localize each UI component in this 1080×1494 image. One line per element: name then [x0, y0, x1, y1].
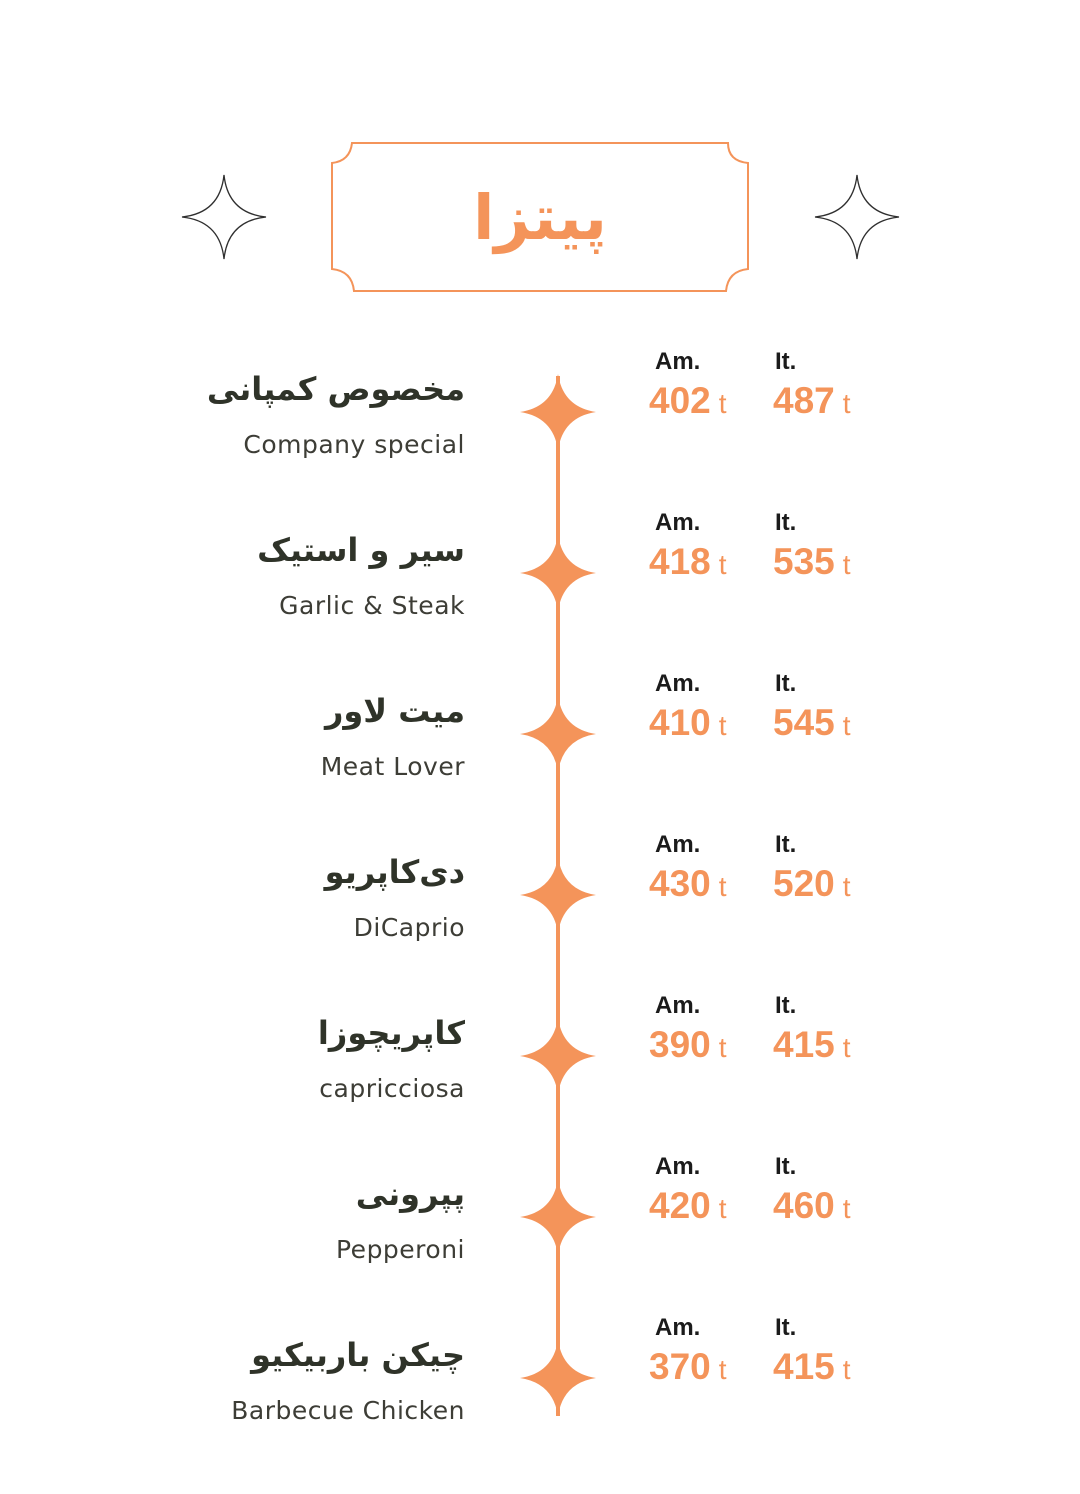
- item-name-persian: دی‌کاپریو: [324, 853, 465, 891]
- currency-symbol: t: [842, 1354, 851, 1385]
- currency-symbol: t: [718, 1354, 727, 1385]
- price-value: 370: [649, 1346, 711, 1387]
- american-label: Am.: [655, 509, 701, 536]
- item-name-english: DiCaprio: [353, 913, 465, 942]
- item-name-persian: چیکن باربیکیو: [251, 1336, 465, 1374]
- price-value: 390: [649, 1024, 711, 1065]
- currency-symbol: t: [718, 549, 727, 580]
- item-name-english: Pepperoni: [336, 1235, 465, 1264]
- item-name-persian: پپرونی: [355, 1175, 465, 1213]
- american-label: Am.: [655, 1314, 701, 1341]
- price-value: 415: [773, 1024, 835, 1065]
- currency-symbol: t: [842, 549, 851, 580]
- american-label: Am.: [655, 348, 701, 375]
- italian-label: It.: [775, 509, 797, 536]
- currency-symbol: t: [718, 1032, 727, 1063]
- price-value: 420: [649, 1185, 711, 1226]
- price-value: 418: [649, 541, 711, 582]
- currency-symbol: t: [842, 710, 851, 741]
- menu-item: [0, 1314, 1080, 1446]
- american-price: [649, 702, 727, 744]
- item-name-persian: مخصوص کمپانی: [206, 370, 465, 408]
- italian-label: It.: [775, 348, 797, 375]
- currency-symbol: t: [718, 710, 727, 741]
- american-label: Am.: [655, 1153, 701, 1180]
- american-label: Am.: [655, 670, 701, 697]
- price-value: 402: [649, 380, 711, 421]
- item-name-persian: میت لاور: [324, 692, 465, 730]
- menu-item: [0, 348, 1080, 480]
- item-name-persian: کاپریچوزا: [317, 1014, 465, 1052]
- italian-price: [773, 702, 851, 744]
- currency-symbol: t: [842, 1032, 851, 1063]
- menu-item: [0, 831, 1080, 963]
- menu-item: [0, 509, 1080, 641]
- item-name-english: Barbecue Chicken: [231, 1396, 465, 1425]
- price-value: 460: [773, 1185, 835, 1226]
- italian-label: It.: [775, 1153, 797, 1180]
- menu-item: [0, 992, 1080, 1124]
- item-name-english: Garlic & Steak: [279, 591, 465, 620]
- currency-symbol: t: [842, 388, 851, 419]
- item-name-english: Company special: [243, 430, 465, 459]
- american-price: [649, 541, 727, 583]
- price-value: 430: [649, 863, 711, 904]
- currency-symbol: t: [842, 871, 851, 902]
- item-name-english: Meat Lover: [320, 752, 465, 781]
- american-price: [649, 1185, 727, 1227]
- price-value: 415: [773, 1346, 835, 1387]
- italian-price: [773, 1185, 851, 1227]
- price-value: 535: [773, 541, 835, 582]
- price-value: 410: [649, 702, 711, 743]
- italian-label: It.: [775, 992, 797, 1019]
- italian-label: It.: [775, 831, 797, 858]
- currency-symbol: t: [718, 388, 727, 419]
- italian-label: It.: [775, 1314, 797, 1341]
- price-value: 520: [773, 863, 835, 904]
- american-price: [649, 1346, 727, 1388]
- price-value: 545: [773, 702, 835, 743]
- italian-label: It.: [775, 670, 797, 697]
- american-label: Am.: [655, 831, 701, 858]
- american-label: Am.: [655, 992, 701, 1019]
- menu-item: [0, 670, 1080, 802]
- american-price: [649, 380, 727, 422]
- american-price: [649, 863, 727, 905]
- page-title: پیتزا: [473, 180, 607, 254]
- italian-price: [773, 541, 851, 583]
- currency-symbol: t: [718, 871, 727, 902]
- italian-price: [773, 1346, 851, 1388]
- american-price: [649, 1024, 727, 1066]
- currency-symbol: t: [842, 1193, 851, 1224]
- italian-price: [773, 863, 851, 905]
- italian-price: [773, 380, 851, 422]
- currency-symbol: t: [718, 1193, 727, 1224]
- menu-item: [0, 1153, 1080, 1285]
- price-value: 487: [773, 380, 835, 421]
- item-name-persian: سیر و استیک: [257, 531, 465, 569]
- item-name-english: capricciosa: [319, 1074, 465, 1103]
- italian-price: [773, 1024, 851, 1066]
